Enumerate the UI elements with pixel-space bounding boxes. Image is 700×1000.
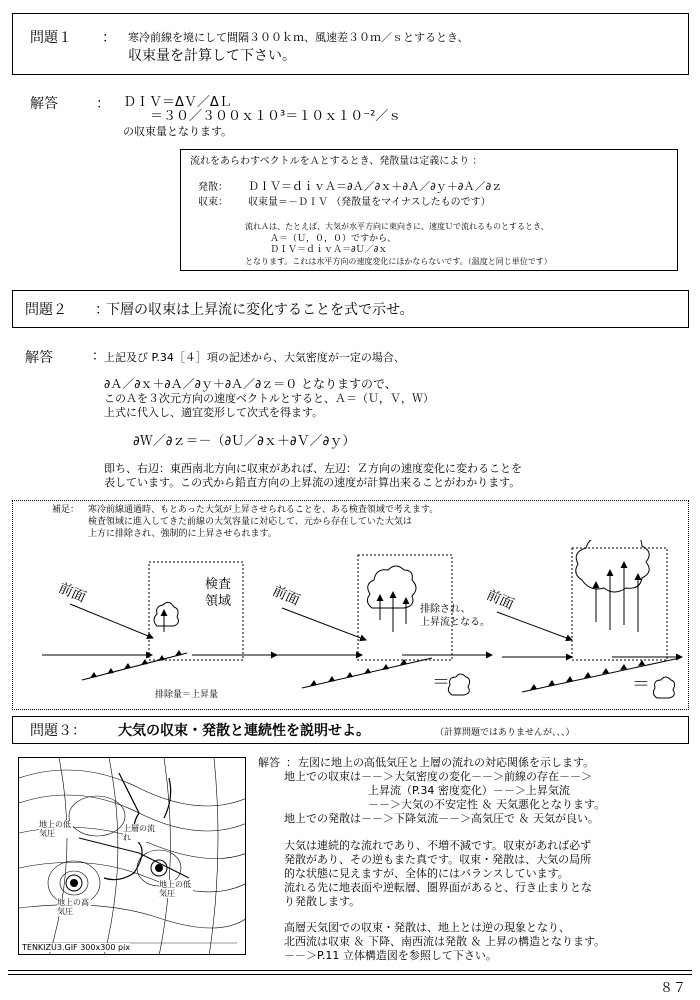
low-pressure-center-2 [155,864,163,872]
answer-1-colon: ： [96,96,110,112]
supplement-label: 補足： [52,505,80,515]
question-2-text: 下層の収束は上昇流に変化することを式で示せ。 [106,302,414,318]
answer-2-colon: ： [92,349,106,364]
answer-2-line5: 即ち、右辺：東西南北方向に収束があれば、左辺：Ｚ方向の速度変化に変わることを [104,462,522,475]
answer-1-line1: ＤＩＶ＝ΔＶ／ΔＬ [123,95,232,110]
weather-map-svg [19,758,246,955]
answer-2-line3: このＡを３次元方向の速度ベクトルとすると、Ａ＝（Ｕ，Ｖ，Ｗ） [104,392,434,405]
answer-2-line4: 上式に代入し、適宜変形して次式を得ます。 [104,406,324,419]
question-1-label: 問題１ [30,30,72,46]
question-3-note: （計算問題ではありませんが、、、） [435,728,575,738]
equals-1: ＝ [432,672,450,693]
question-3-text: 大気の収束・発散と連続性を説明せよ。 [118,723,370,739]
inspection-region-3 [572,548,667,660]
answer-3-l7: 発散があり、その逆もまた真です。収束・発散は、大気の局所 [284,853,592,866]
answer-3-l3: 上昇流（P.34 密度変化）－－＞上昇気流 [368,784,570,797]
answer-3-l2: 地上での収束は－－＞大気密度の変化－－＞前線の存在－－＞ [284,770,592,783]
divergence-label: 発散： [198,182,228,193]
question-1-line2: 収束量を計算して下さい。 [128,48,296,64]
inspection-label-1: 検査 [205,577,232,592]
page-bottom-rule-2 [8,974,692,975]
cloud-2 [367,566,416,608]
answer-3-l11: 高層天気図での収束・発散は、地上とは逆の現象となり、 [284,921,570,934]
excluded-label-2: 上昇流となる。 [420,617,490,628]
front-label-2: 前面 [269,583,303,610]
supplement-line3: 上方に排除され、強制的に上昇させられます。 [88,529,277,539]
cloud-1 [154,602,178,626]
small-cloud-2 [653,677,674,698]
answer-3-colon: ： [286,756,297,769]
supplement-line2: 検査領域に進入してきた前線の大気容量に対応して、元から存在していた大気は [88,517,412,527]
answer-3-l8: 的な状態に見えますが、全体的にはバランスしています。 [284,867,569,880]
equals-2: ＝ [632,674,650,695]
front-diagram [12,540,689,710]
answer-2-label: 解答 [25,350,53,366]
question-2-label: 問題２ [25,302,67,318]
front-label-1: 前面 [55,580,89,607]
weather-map [18,757,246,955]
answer-3-l1: 左図に地上の高低気圧と上層の流れの対応関係を示します。 [298,756,595,769]
note-p4: となります。これは水平方向の速度変化にほかならないです。（温度と同じ単位です） [245,257,552,266]
question-2-colon: ： [95,302,109,318]
front-label-3: 前面 [483,587,517,614]
divergence-formula: ＤＩＶ＝ｄｉｖＡ＝∂Ａ／∂ｘ＋∂Ａ／∂ｙ＋∂Ａ／∂ｚ [248,180,503,193]
front-arrow-2 [282,608,366,640]
map-label-high: 地上の高気圧 [57,898,89,917]
map-caption: TENKIZU3.GIF 300x300 pix [22,943,131,952]
answer-3-l9: 流れる先に地表面や逆転層、圏界面があると、行き止まりとな [284,881,592,894]
question-1-line1: 寒冷前線を境にして間隔３００ｋｍ、風速差３０ｍ／ｓとするとき、 [128,31,469,44]
answer-2-line1: 上記及び P.34［４］項の記述から、大気密度が一定の場合、 [104,351,405,364]
answer-1-label: 解答 [30,96,58,112]
note-p1: 流れＡは、たとえば、大気が水平方向に東向きに、速度Ｕで流れるものとするとき、 [245,222,549,231]
answer-3-l6: 大気は連続的な流れであり、不増不減です。収束があれば必ず [284,839,592,852]
answer-1-line2: ＝３０／３００ｘ１０³＝１０ｘ１０⁻²／ｓ [150,109,402,124]
answer-3-l10: り発散します。 [284,895,361,908]
answer-3-l12: 北西流は収束 ＆ 下降、南西流は発散 ＆ 上昇の構造となります。 [284,935,606,948]
answer-3-label: 解答 [258,756,280,769]
front-arrow-3 [497,612,572,640]
excluded-label-1: 排除され、 [420,604,471,615]
answer-3-l4: －－＞大気の不安定性 ＆ 天気悪化となります。 [368,798,606,811]
map-label-low-ground: 地上の低気圧 [39,820,71,839]
supplement-line1: 寒冷前線通過時、もとあった大気が上昇させられることを、ある検査領域で考えます。 [88,505,439,515]
note-p2: Ａ＝（Ｕ，０，０）ですから、 [270,234,397,244]
question-1-colon: ： [102,30,116,46]
convergence-formula: 収束量＝－ＤＩＶ （発散量をマイナスしたものです） [248,197,491,208]
page-bottom-rule-1 [8,970,692,971]
answer-3-l5: 地上での発散は－－＞下降気流－－＞高気圧で ＆ 天気が良い。 [284,812,599,825]
question-3-label: 問題３： [30,723,86,739]
front-arrow-1 [70,604,153,638]
map-label-low2: 地上の低気圧 [159,880,191,899]
note-p3: ＤＩＶ＝ｄｉｖＡ＝∂Ｕ／∂ｘ [270,245,388,255]
cold-front-3 [522,658,680,692]
map-label-upper-flow: 上層の流れ [123,824,155,843]
small-cloud-1 [448,674,469,695]
answer-3-l13: －－＞P.11 立体構造図を参照して下さい。 [284,949,497,962]
exclusion-equation: 排除量＝上昇量 [155,690,219,700]
page-number: ８７ [660,981,687,996]
answer-2-line6: 表しています。この式から鉛直方向の上昇流の速度が計算出来ることがわかります。 [104,476,521,489]
answer-1-line3: の収束量となります。 [123,125,233,138]
note-intro: 流れをあらわすベクトルをＡとするとき、発散量は定義により ： [190,156,483,167]
cold-front-1 [82,653,187,680]
low-pressure-center-1 [70,879,78,887]
inspection-label-2: 領域 [205,594,232,609]
answer-2-line2: ∂Ａ／∂ｘ＋∂Ａ／∂ｙ＋∂Ａ／∂ｚ＝０ となりますので、 [104,377,397,391]
answer-2-formula: ∂Ｗ／∂ｚ＝－（∂Ｕ／∂ｘ＋∂Ｖ／∂ｙ） [133,434,356,449]
convergence-label: 収束： [198,197,228,208]
